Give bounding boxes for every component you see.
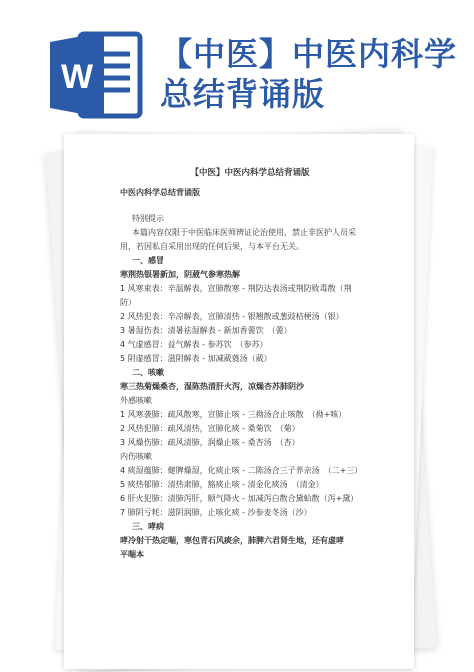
list-item: 4 气虚感冒：益气解表 - 参苏饮 （参苏） — [120, 340, 268, 349]
section-rhyme: 平喘本 — [120, 550, 144, 559]
section-heading: 二、咳嗽 — [132, 368, 164, 377]
list-item: 4 痰湿蕴肺：健脾燥湿，化痰止咳 - 二陈汤合三子养亲汤 （二+三） — [120, 466, 363, 475]
section-heading: 一、感冒 — [132, 256, 164, 265]
list-item: 6 肝火犯肺：清肺泻肝，顺气降火 - 加减泻白散合黛蛤散（泻+黛） — [120, 494, 359, 503]
doc-subtitle: 中医内科学总结背诵版 — [120, 188, 200, 197]
header-title: 【中医】中医内科学总结背诵版 — [160, 35, 458, 113]
notice-line: 用，若因私自采用出现的任何后果，与本平台无关。 — [120, 242, 304, 251]
section-rhyme: 寒三热菊燥桑杏，湿陈热清肝火泻，凉燥杏苏肺阴沙 — [120, 382, 304, 391]
list-item: 5 阴虚感冒：滋阴解表 - 加减葳蕤汤（葳） — [120, 354, 272, 363]
section-rhyme: 哮冷射干热定喘，寒包青石风痰余，肺脾六君肾生地，还有虚哮 — [120, 536, 344, 545]
notice-head: 特别提示 — [132, 214, 164, 223]
list-item: 3 风燥伤肺：疏风清肺，润燥止咳 - 桑杏汤 （杏） — [120, 438, 300, 447]
list-item: 3 暑湿伤表：清暑祛湿解表 - 新加香薷饮 （薷） — [120, 326, 292, 335]
section-rhyme: 寒荆热银署新加，阴葳气参寒热解 — [120, 270, 240, 279]
list-item: 防） — [120, 298, 136, 307]
word-logo-letter: W — [60, 58, 94, 96]
list-item: 7 肺阴亏耗：滋阴润肺，止咳化痰 - 沙参麦冬汤（沙） — [120, 508, 312, 517]
section-heading: 三、哮病 — [132, 522, 164, 531]
sub-heading: 外感咳嗽 — [120, 396, 152, 405]
list-item: 1 风寒袭肺：疏风散寒，宣肺止咳 - 三拗汤合止咳散 （拗+咳） — [120, 410, 347, 419]
document-page — [64, 134, 414, 669]
list-item: 5 痰热郁肺：清热肃肺，豁痰止咳 - 清金化痰汤 （清金） — [120, 480, 324, 489]
doc-title: 【中医】中医内科学总结背诵版 — [190, 168, 310, 178]
notice-line: 本篇内容仅限于中医临床医师辨证论治使用，禁止非医护人员采 — [132, 228, 356, 237]
word-logo-icon — [46, 26, 146, 124]
sub-heading: 内伤咳嗽 — [120, 452, 152, 461]
list-item: 1 风寒束表：辛温解表，宣肺散寒 - 荆防达表汤或荆防败毒散（荆 — [120, 284, 352, 293]
list-item: 2 风热犯表：辛凉解表，宣肺清热 - 银翘散或葱豉桔梗汤（银） — [120, 312, 344, 321]
list-item: 2 风热犯肺：疏风清热，宣肺化痰 - 桑菊饮 （菊） — [120, 424, 300, 433]
document-body — [120, 166, 380, 562]
